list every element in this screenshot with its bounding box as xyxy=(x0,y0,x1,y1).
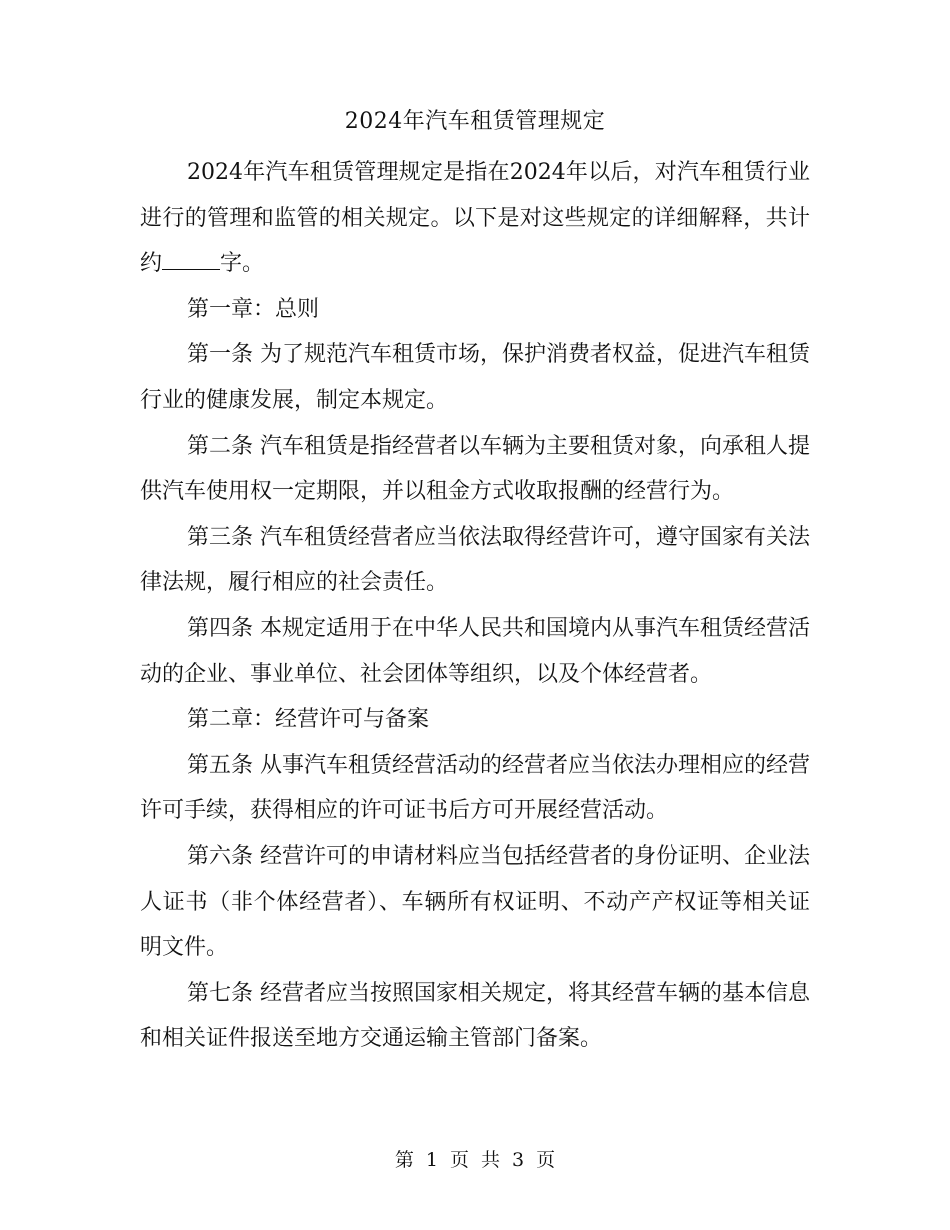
article-3: 第三条 汽车租赁经营者应当依法取得经营许可，遵守国家有关法律法规，履行相应的社会责任。 xyxy=(140,524,810,596)
page-footer: 第 1 页 共 3 页 xyxy=(394,1149,556,1171)
article-6: 第六条 经营许可的申请材料应当包括经营者的身份证明、企业法人证书（非个体经营者）、车辆所有权证明、不动产产权证等相关证明文件。 xyxy=(140,843,810,961)
article-2: 第二条 汽车租赁是指经营者以车辆为主要租赁对象，向承租人提供汽车使用权一定期限，并以租金方式收取报酬的经营行为。 xyxy=(140,433,810,505)
article-4: 第四条 本规定适用于在中华人民共和国境内从事汽车租赁经营活动的企业、事业单位、社会团体等组织，以及个体经营者。 xyxy=(140,615,810,687)
article-1: 第一条 为了规范汽车租赁市场，保护消费者权益，促进汽车租赁行业的健康发展，制定本规定。 xyxy=(140,342,810,413)
article-5: 第五条 从事汽车租赁经营活动的经营者应当依法办理相应的经营许可手续，获得相应的许可证书后方可开展经营活动。 xyxy=(140,752,810,824)
intro-text: 2024年汽车租赁管理规定是指在2024年以后，对汽车租赁行业进行的管理和监管的相关规定。以下是对这些规定的详细解释，共计约 xyxy=(140,160,810,277)
intro-paragraph xyxy=(140,150,810,287)
chapter-2-heading: 第二章：经营许可与备案 xyxy=(187,707,430,733)
document-title: 2024年汽车租赁管理规定 xyxy=(344,109,606,134)
chapter-1-heading: 第一章：总则 xyxy=(187,296,320,322)
document-body xyxy=(140,150,810,1062)
intro-text-end: 字。 xyxy=(220,251,265,277)
article-7: 第七条 经营者应当按照国家相关规定，将其经营车辆的基本信息和相关证件报送至地方交通运输主管部门备案。 xyxy=(140,980,810,1052)
fill-in-blank xyxy=(162,251,220,270)
